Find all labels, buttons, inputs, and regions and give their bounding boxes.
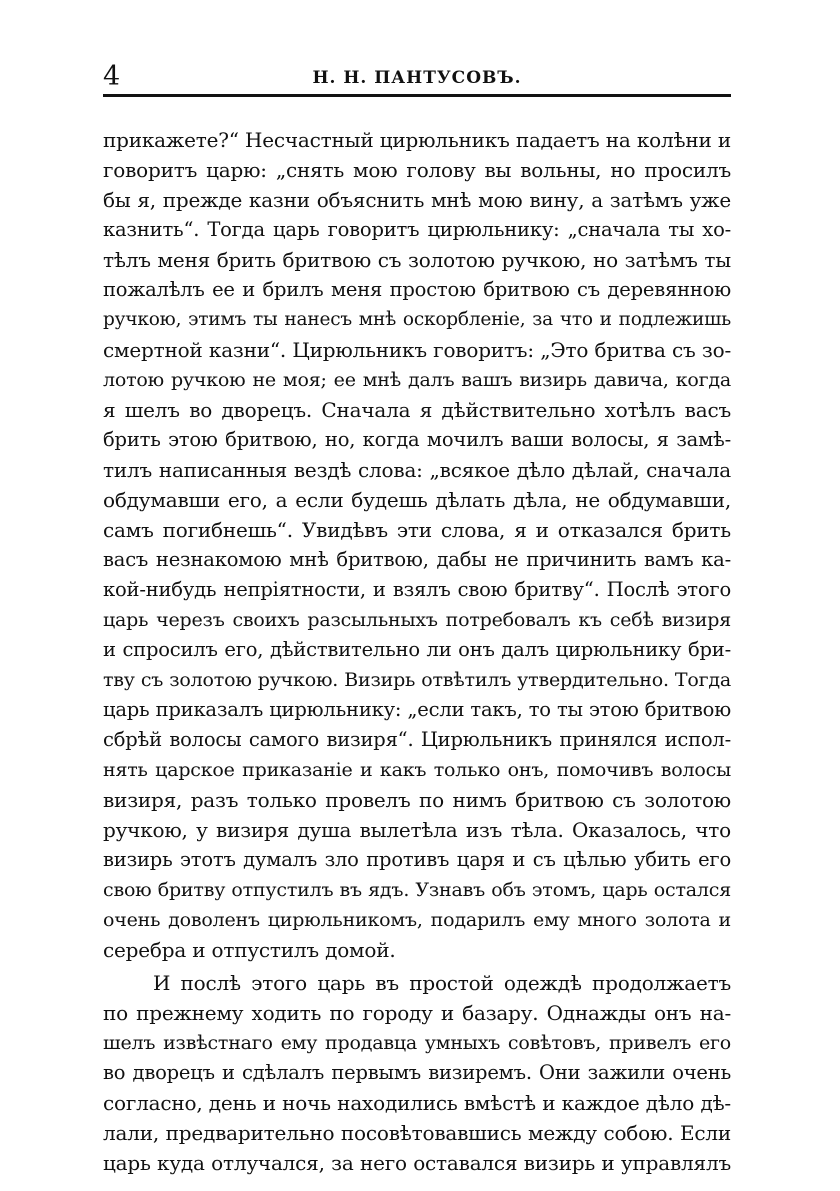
text-line: согласно, день и ночь находились вмѣстѣ и каждое дѣло дѣ- — [103, 1091, 731, 1115]
text-line: бы я, прежде казни объяснить мнѣ мою вину, а затѣмъ уже — [103, 188, 731, 212]
text-line: пожалѣлъ ее и брилъ меня простою бритвою съ деревянною — [103, 278, 731, 301]
text-line: свою бритву отпустилъ въ ядъ. Узнавъ объ этомъ, царь остался — [103, 879, 731, 901]
text-line: И послѣ этого царь въ простой одеждѣ продолжаетъ — [153, 971, 731, 995]
paragraph-1 — [103, 125, 731, 965]
text-line: васъ незнакомою мнѣ бритвою, дабы не причинить вамъ ка- — [103, 548, 731, 571]
text-line: сбрѣй волосы самого визиря“. Цирюльникъ принялся испол- — [103, 728, 731, 751]
text-line: обдумавши его, а если будешь дѣлать дѣла, не обдумавши, — [103, 488, 731, 512]
text-line: ручкою, у визиря душа вылетѣла изъ тѣла. Оказалось, что — [103, 818, 731, 842]
text-line: лотою ручкою не моя; ее мнѣ далъ вашъ визирь давича, когда — [103, 369, 731, 391]
text-line: я шелъ во дворецъ. Сначала я дѣйствительно хотѣлъ васъ — [103, 398, 731, 422]
text-line: шелъ извѣстнаго ему продавца умныхъ совѣтовъ, привелъ его — [103, 1032, 731, 1054]
text-line: смертной казни“. Цирюльникъ говоритъ: „Это бритва съ зо- — [103, 338, 731, 362]
text-line: брить этою бритвою, но, когда мочилъ ваши волосы, я замѣ- — [103, 428, 731, 451]
text-line: визиря, разъ только провелъ по нимъ бритвою съ золотою — [103, 788, 731, 812]
text-line: тѣлъ меня брить бритвою съ золотою ручкою, но затѣмъ ты — [103, 248, 731, 272]
text-line: лали, предварительно посовѣтовавшись между собою. Если — [103, 1121, 731, 1145]
header-rule — [103, 94, 731, 97]
text-line: тилъ написанныя вездѣ слова: „всякое дѣло дѣлай, сначала — [103, 458, 731, 482]
text-line: нять царское приказаніе и какъ только онъ, помочивъ волосы — [103, 759, 731, 781]
text-line: по прежнему ходить по городу и базару. Однажды онъ на- — [103, 1001, 731, 1025]
text-line: тву съ золотою ручкою. Визирь отвѣтилъ утвердительно. Тогда — [103, 669, 731, 691]
paragraph-2 — [103, 968, 731, 1178]
text-line: ручкою, этимъ ты нанесъ мнѣ оскорбленіе, за что и подлежишь — [103, 309, 731, 330]
text-line: прикажете?“ Несчастный цирюльникъ падаетъ на колѣни и — [103, 128, 731, 152]
body-text — [103, 125, 731, 1178]
text-line: и спросилъ его, дѣйствительно ли онъ далъ цирюльнику бри- — [103, 638, 731, 661]
text-line: серебра и отпустилъ домой. — [103, 938, 396, 962]
text-line: визирь этотъ думалъ зло противъ царя и съ цѣлью убить его — [103, 848, 731, 871]
page-header — [103, 62, 731, 92]
page-number: 4 — [103, 61, 121, 92]
text-line: кой-нибудь непріятности, и взялъ свою бритву“. Послѣ этого — [103, 578, 731, 601]
text-line: казнить“. Тогда царь говоритъ цирюльнику: „сначала ты хо- — [103, 218, 731, 241]
text-line: очень доволенъ цирюльникомъ, подарилъ ему много золота и — [103, 909, 731, 931]
running-head: Н. Н. ПАНТУСОВЪ. — [312, 68, 522, 88]
text-line: царь черезъ своихъ разсыльныхъ потребовалъ къ себѣ визиря — [103, 609, 731, 631]
text-line: во дворецъ и сдѣлалъ первымъ визиремъ. Они зажили очень — [103, 1061, 731, 1084]
text-line: царь приказалъ цирюльнику: „если такъ, то ты этою бритвою — [103, 698, 731, 721]
text-line: говоритъ царю: „снять мою голову вы вольны, но просилъ — [103, 158, 731, 182]
text-line: самъ погибнешь“. Увидѣвъ эти слова, я и отказался брить — [103, 518, 731, 542]
text-line: царь куда отлучался, за него оставался визирь и управлялъ — [103, 1151, 731, 1175]
